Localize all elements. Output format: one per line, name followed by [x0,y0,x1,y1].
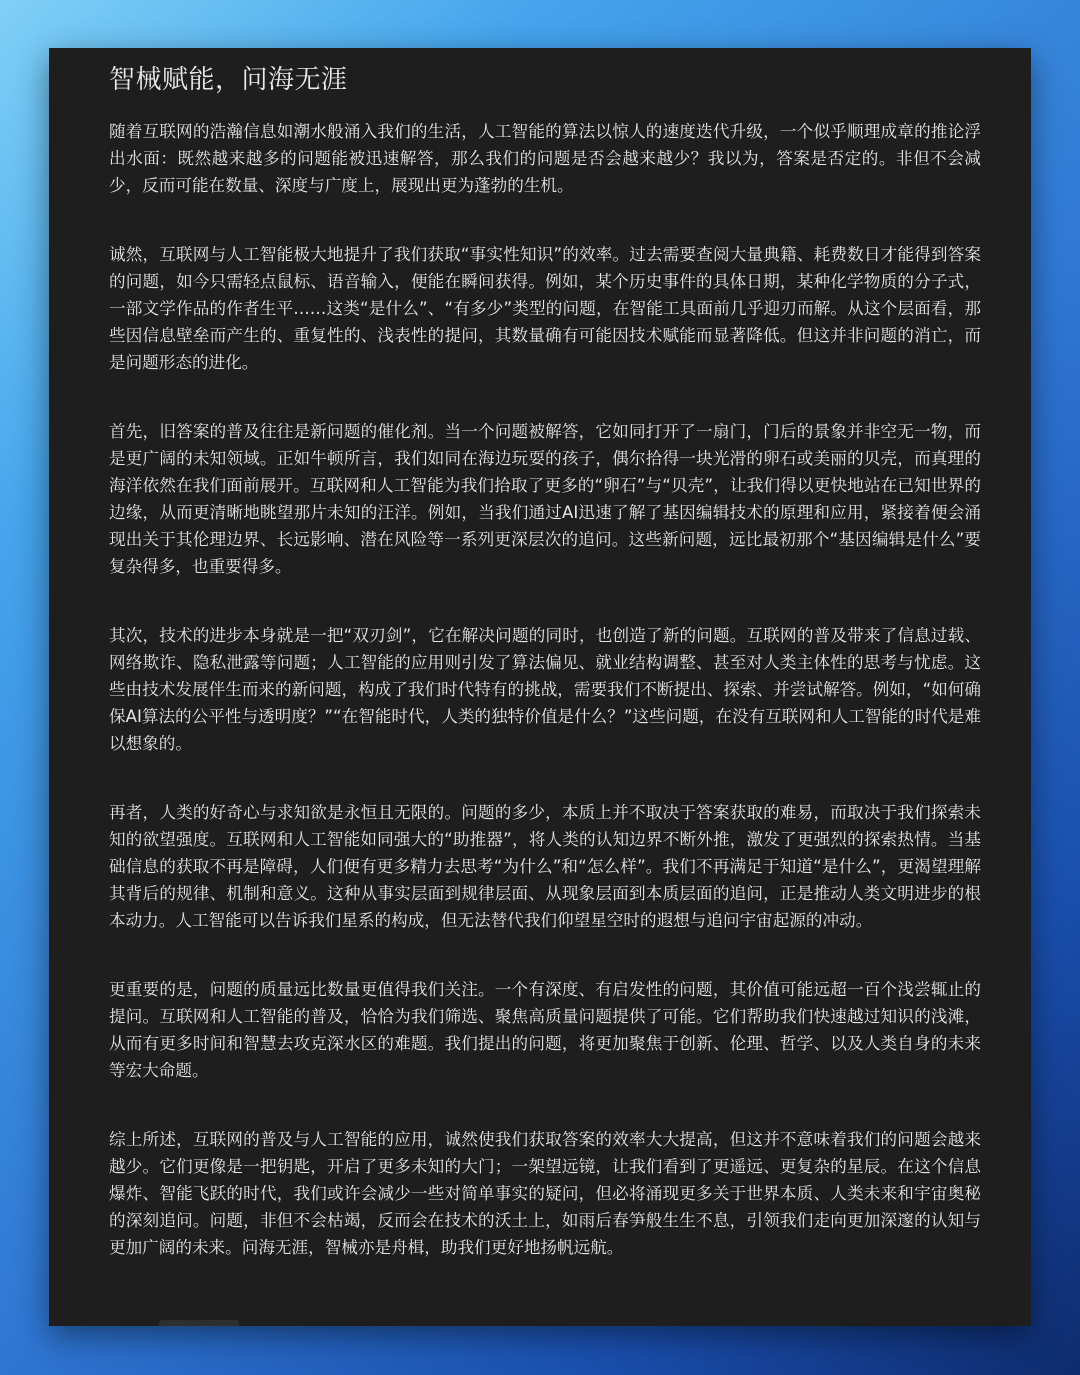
document-body [109,118,981,1261]
paragraph: 首先，旧答案的普及往往是新问题的催化剂。当一个问题被解答，它如同打开了一扇门，门后的景象并非空无一物，而是更广阔的未知领域。正如牛顿所言，我们如同在海边玩耍的孩子，偶尔拾得一块光滑的卵石或美丽的贝壳，而真理的海洋依然在我们面前展开。互联网和人工智能为我们拾取了更多的“卵石”与“贝壳”，让我们得以更快地站在已知世界的边缘，从而更清晰地眺望那片未知的汪洋。例如，当我们通过AI迅速了解了基因编辑技术的原理和应用，紧接着便会涌现出关于其伦理边界、长远影响、潜在风险等一系列更深层次的追问。这些新问题，远比最初那个“基因编辑是什么”要复杂得多，也重要得多。 [109,422,981,576]
paragraph: 综上所述，互联网的普及与人工智能的应用，诚然使我们获取答案的效率大大提高，但这并不意味着我们的问题会越来越少。它们更像是一把钥匙，开启了更多未知的大门；一架望远镜，让我们看到了更遥远、更复杂的星辰。在这个信息爆炸、智能飞跃的时代，我们或许会减少一些对简单事实的疑问，但必将涌现更多关于世界本质、人类未来和宇宙奥秘的深刻追问。问题，非但不会枯竭，反而会在技术的沃土上，如雨后春笋般生生不息，引领我们走向更加深邃的认知与更加广阔的未来。问海无涯，智械亦是舟楫，助我们更好地扬帆远航。 [109,1130,981,1257]
scrollbar-thumb[interactable] [159,1320,239,1326]
paragraph: 随着互联网的浩瀚信息如潮水般涌入我们的生活，人工智能的算法以惊人的速度迭代升级，一个似乎顺理成章的推论浮出水面：既然越来越多的问题能被迅速解答，那么我们的问题是否会越来越少？我以为，答案是否定的。非但不会减少，反而可能在数量、深度与广度上，展现出更为蓬勃的生机。 [109,122,981,195]
paragraph: 更重要的是，问题的质量远比数量更值得我们关注。一个有深度、有启发性的问题，其价值可能远超一百个浅尝辄止的提问。互联网和人工智能的普及，恰恰为我们筛选、聚焦高质量问题提供了可能。它们帮助我们快速越过知识的浅滩，从而有更多时间和智慧去攻克深水区的难题。我们提出的问题，将更加聚焦于创新、伦理、哲学、以及人类自身的未来等宏大命题。 [109,980,981,1080]
paragraph: 再者，人类的好奇心与求知欲是永恒且无限的。问题的多少，本质上并不取决于答案获取的难易，而取决于我们探索未知的欲望强度。互联网和人工智能如同强大的“助推器”，将人类的认知边界不断外推，激发了更强烈的探索热情。当基础信息的获取不再是障碍，人们便有更多精力去思考“为什么”和“怎么样”。我们不再满足于知道“是什么”，更渴望理解其背后的规律、机制和意义。这种从事实层面到规律层面、从现象层面到本质层面的追问，正是推动人类文明进步的根本动力。人工智能可以告诉我们星系的构成，但无法替代我们仰望星空时的遐想与追问宇宙起源的冲动。 [109,803,981,930]
document-title: 智械赋能，问海无涯 [109,65,348,95]
document-window [49,48,1031,1326]
paragraph: 诚然，互联网与人工智能极大地提升了我们获取“事实性知识”的效率。过去需要查阅大量典籍、耗费数日才能得到答案的问题，如今只需轻点鼠标、语音输入，便能在瞬间获得。例如，某个历史事件的具体日期，某种化学物质的分子式，一部文学作品的作者生平……这类“是什么”、“有多少”类型的问题，在智能工具面前几乎迎刃而解。从这个层面看，那些因信息壁垒而产生的、重复性的、浅表性的提问，其数量确有可能因技术赋能而显著降低。但这并非问题的消亡，而是问题形态的进化。 [109,245,981,372]
paragraph: 其次，技术的进步本身就是一把“双刃剑”，它在解决问题的同时，也创造了新的问题。互联网的普及带来了信息过载、网络欺诈、隐私泄露等问题；人工智能的应用则引发了算法偏见、就业结构调整、甚至对人类主体性的思考与忧虑。这些由技术发展伴生而来的新问题，构成了我们时代特有的挑战，需要我们不断提出、探索、并尝试解答。例如，“如何确保AI算法的公平性与透明度？”“在智能时代，人类的独特价值是什么？”这些问题，在没有互联网和人工智能的时代是难以想象的。 [109,626,981,753]
